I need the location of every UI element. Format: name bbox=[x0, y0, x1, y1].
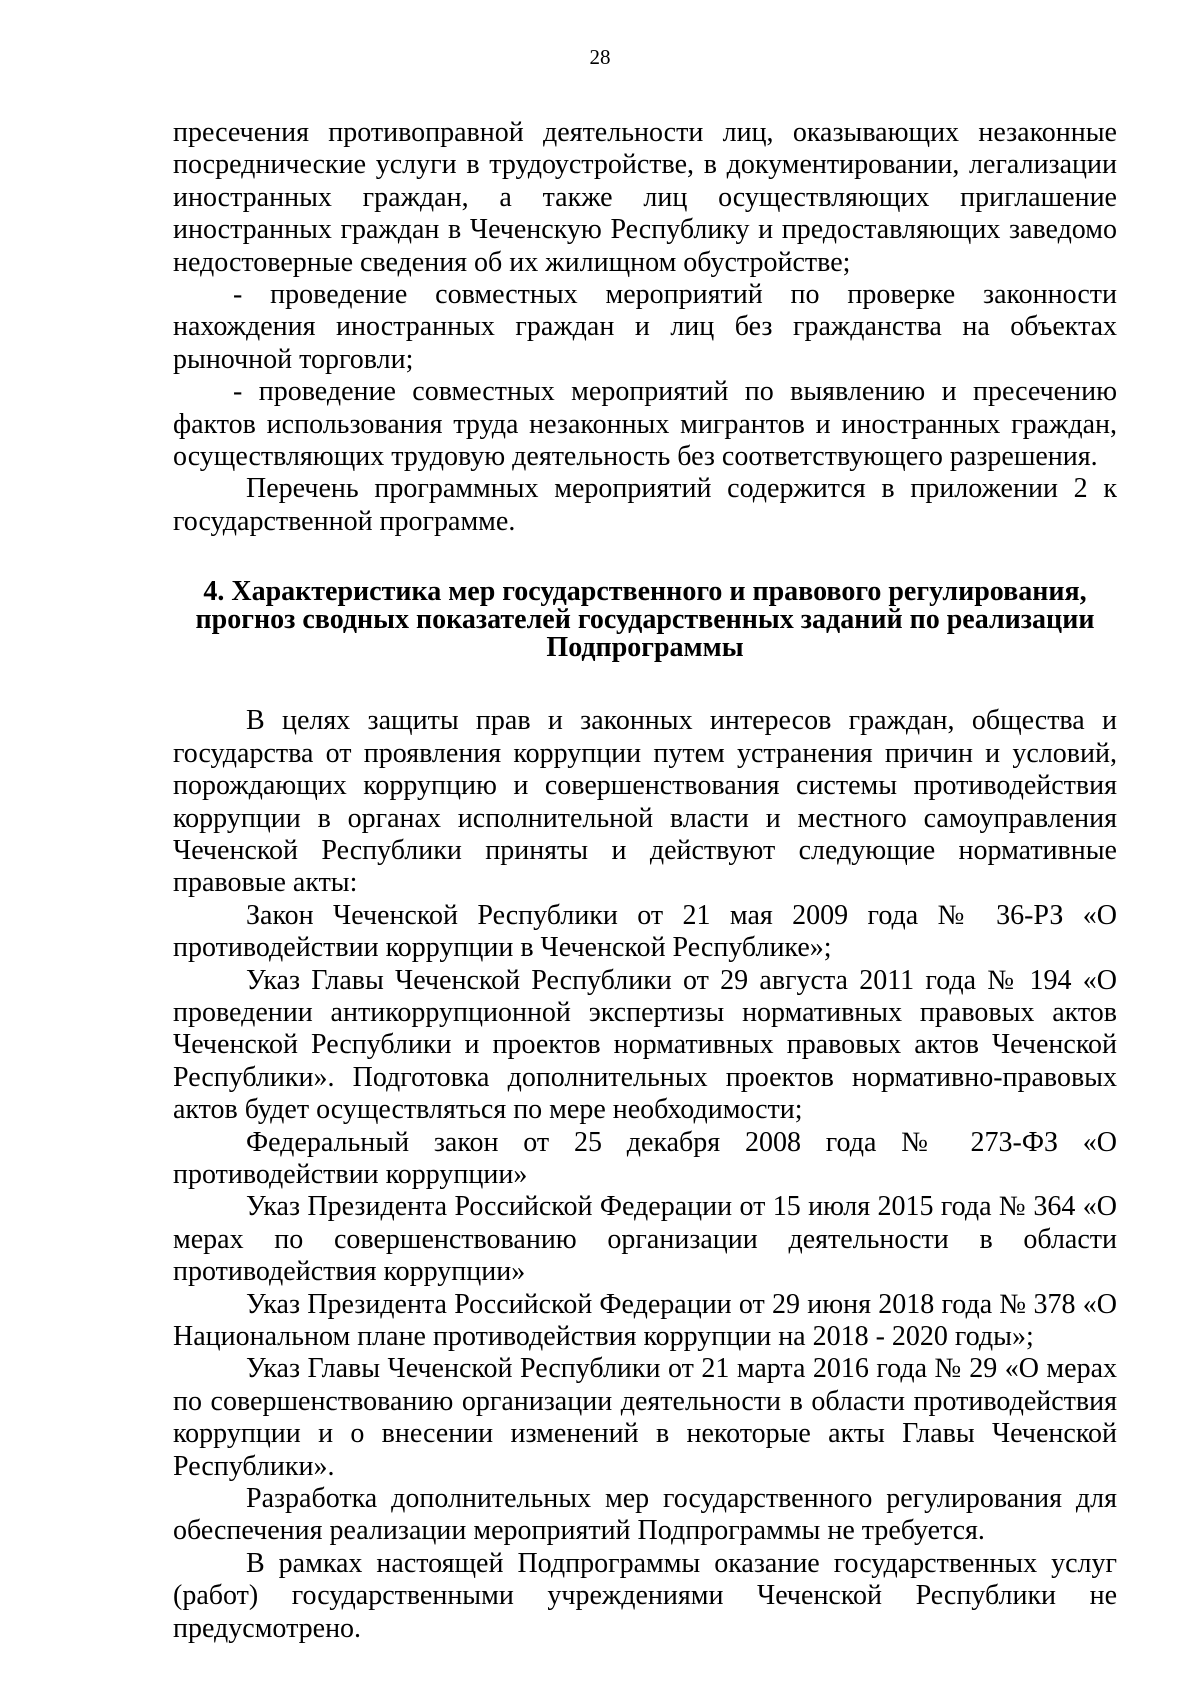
paragraph-suppression-measures: пресечения противоправной деятельности лиц, оказывающих незаконные посреднические услуги в трудоустройстве, в документировании, легализации иностранных граждан, а также лиц осуществляющих приглашение иностранных граждан в Чеченскую Республику и предоставляющих заведомо недостоверные сведения об их жилищном обустройстве; bbox=[173, 117, 1117, 278]
paragraph-legal-act: Указ Президента Российской Федерации от 15 июля 2015 года № 364 «О мерах по совершенствованию организации деятельности в области противодействия коррупции» bbox=[173, 1191, 1117, 1288]
paragraph-additional-regulation: Разработка дополнительных мер государственного регулирования для обеспечения реализации мероприятий Подпрограммы не требуется. bbox=[173, 1483, 1117, 1547]
paragraph-state-services: В рамках настоящей Подпрограммы оказание государственных услуг (работ) государственными учреждениями Чеченской Республики не предусмотрено. bbox=[173, 1547, 1117, 1644]
paragraph-program-activities-reference: Перечень программных мероприятий содержится в приложении 2 к государственной программе. bbox=[173, 473, 1117, 537]
page-number: 28 bbox=[589, 45, 611, 69]
section-heading-line: Подпрограммы bbox=[546, 632, 744, 664]
section-heading-line: 4. Характеристика мер государственного и правового регулирования, bbox=[203, 576, 1087, 608]
paragraph-illegal-labor-detection: - проведение совместных мероприятий по выявлению и пресечению фактов использования труда незаконных мигрантов и иностранных граждан, осуществляющих трудовую деятельность без соответствующего разрешения. bbox=[173, 376, 1117, 473]
paragraph-market-inspections: - проведение совместных мероприятий по проверке законности нахождения иностранных граждан и лиц без гражданства на объектах рыночной торговли; bbox=[173, 279, 1117, 375]
paragraph-legal-act: Указ Главы Чеченской Республики от 21 марта 2016 года № 29 «О мерах по совершенствованию организации деятельности в области противодействия коррупции и о внесении изменений в некоторые акты Главы Чеченской Республики». bbox=[173, 1353, 1117, 1482]
paragraph-legal-act: Закон Чеченской Республики от 21 мая 2009 года № 36-РЗ «О противодействии коррупции в Чеченской Республике»; bbox=[173, 899, 1117, 964]
section-heading-line: прогноз сводных показателей государственных заданий по реализации bbox=[195, 604, 1095, 636]
paragraph-legal-act: Федеральный закон от 25 декабря 2008 года № 273-ФЗ «О противодействии коррупции» bbox=[173, 1126, 1117, 1190]
paragraph-legal-act: Указ Президента Российской Федерации от 29 июня 2018 года № 378 «О Национальном плане противодействия коррупции на 2018 - 2020 годы»; bbox=[173, 1288, 1117, 1352]
paragraph-anticorruption-intro: В целях защиты прав и законных интересов граждан, общества и государства от проявления коррупции путем устранения причин и условий, порождающих коррупцию и совершенствования системы противодействия коррупции в органах исполнительной власти и местного самоуправления Чеченской Республики приняты и действуют следующие нормативные правовые акты: bbox=[173, 705, 1117, 899]
paragraph-legal-act: Указ Главы Чеченской Республики от 29 августа 2011 года № 194 «О проведении антикоррупционной экспертизы нормативных правовых актов Чеченской Республики и проектов нормативных правовых актов Чеченской Республики». Подготовка дополнительных проектов нормативно-правовых актов будет осуществляться по мере необходимости; bbox=[173, 964, 1117, 1126]
section-heading bbox=[173, 578, 1117, 662]
page-body bbox=[173, 117, 1117, 1645]
